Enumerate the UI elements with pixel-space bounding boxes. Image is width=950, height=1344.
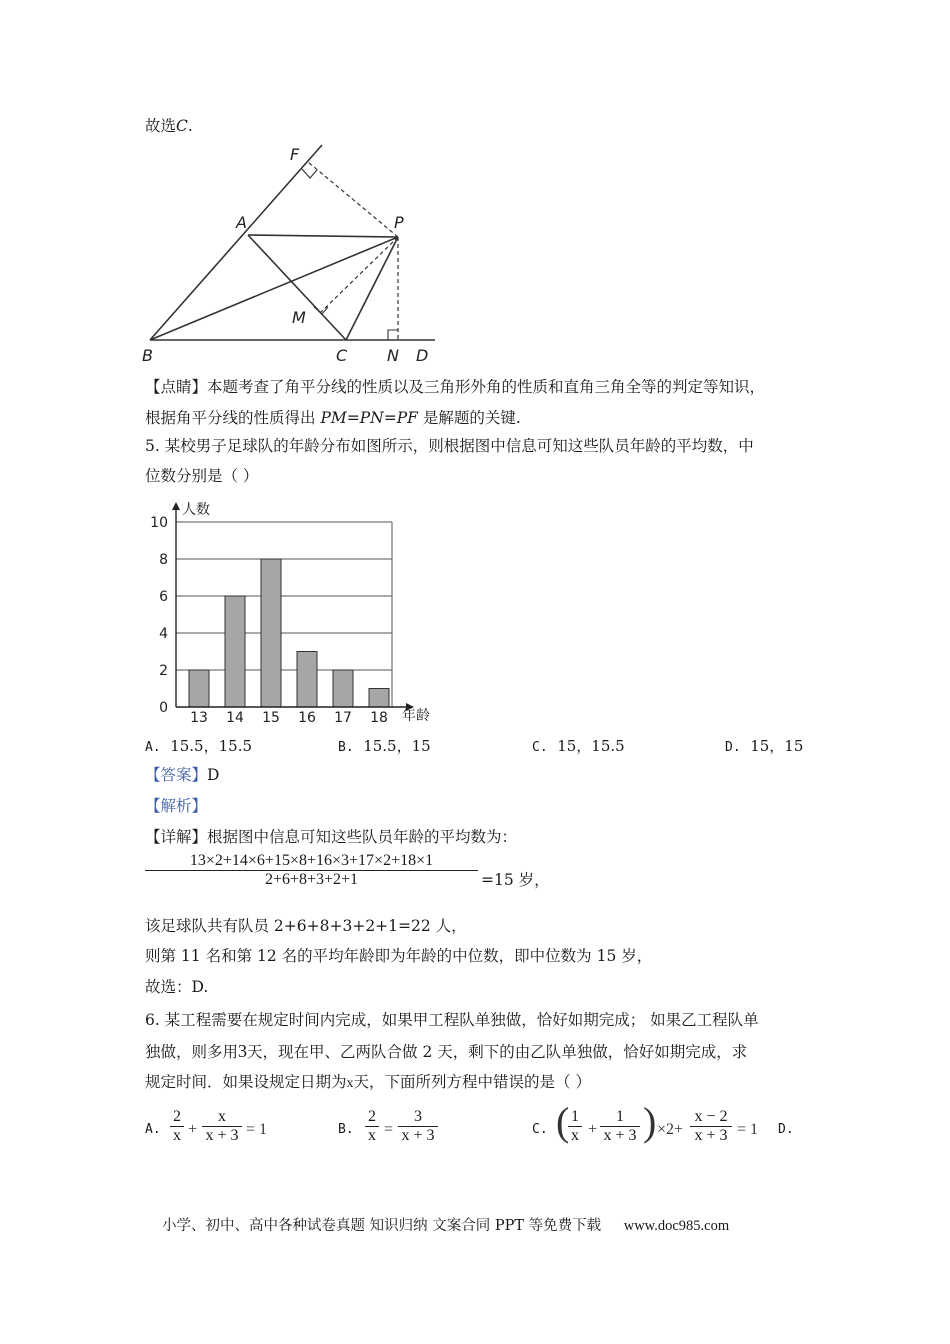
analysis-tag: 【解析】 xyxy=(145,797,208,815)
label-B: B xyxy=(142,346,153,365)
q6c-plus: + xyxy=(588,1121,598,1138)
bar-14 xyxy=(225,596,245,707)
y-tick-label: 10 xyxy=(150,515,168,531)
age-bar-chart xyxy=(140,500,440,725)
bar-17 xyxy=(333,670,353,707)
x-tick-label: 15 xyxy=(262,710,280,725)
q6c-rparen: ) xyxy=(643,1099,657,1144)
q6c-times: ×2+ xyxy=(657,1121,684,1138)
q6-stem-line-3: 规定时间．如果设规定日期为x天，下面所列方程中错误的是（ ） xyxy=(145,1073,591,1091)
q6c-rhs: = 1 xyxy=(737,1121,759,1138)
q6a-plus: + xyxy=(188,1121,198,1138)
q6-option-c-label[interactable]: C. xyxy=(532,1122,548,1137)
conclusion-line: 故选C. xyxy=(145,117,193,135)
x-tick-label: 13 xyxy=(190,710,208,725)
q6-stem-line-1: 6. 某工程需要在规定时间内完成，如果甲工程队单独做，恰好如期完成； 如果乙工程队单 xyxy=(145,1011,759,1029)
total-line: 该足球队共有队员 2+6+8+3+2+1=22 人， xyxy=(145,917,467,935)
bar-18 xyxy=(369,689,389,708)
q6-option-a-label[interactable]: A. xyxy=(145,1122,161,1137)
y-tick-label: 0 xyxy=(159,700,168,716)
q6-stem-line-2: 独做，则多用3天，现在甲、乙两队合做 2 天，剩下的由乙队单独做，恰好如期完成，求 xyxy=(145,1041,748,1061)
y-tick-label: 8 xyxy=(159,552,168,568)
choose-line: 故选：D. xyxy=(145,978,209,996)
q5-option-c[interactable]: C. 15，15.5 xyxy=(532,737,625,755)
q5-stem-line-2: 位数分别是（ ） xyxy=(145,467,259,485)
q6c-frac-2: 1 x + 3 xyxy=(600,1108,640,1145)
label-D: D xyxy=(416,346,429,365)
mean-result: =15 岁， xyxy=(481,871,550,889)
label-F: F xyxy=(290,145,300,164)
chart-ylabel: 人数 xyxy=(182,502,210,518)
answer-line: 【答案】D xyxy=(145,766,220,784)
bar-16 xyxy=(297,652,317,708)
q5-option-b[interactable]: B. 15.5，15 xyxy=(338,737,431,755)
q6a-rhs: = 1 xyxy=(246,1121,268,1138)
label-M: M xyxy=(292,308,306,327)
q6-option-b-label[interactable]: B. xyxy=(338,1122,354,1137)
y-tick-label: 2 xyxy=(159,663,168,679)
y-tick-label: 4 xyxy=(159,626,168,642)
mean-denominator: 2+6+8+3+2+1 xyxy=(264,871,359,888)
q6b-equals: = xyxy=(384,1121,394,1138)
q6c-frac-1: 1 x xyxy=(568,1108,582,1145)
y-tick-label: 6 xyxy=(159,589,168,605)
x-tick-label: 16 xyxy=(298,710,316,725)
x-tick-label: 18 xyxy=(370,710,388,725)
label-C: C xyxy=(336,346,348,365)
mean-formula xyxy=(145,852,478,889)
q5-option-a[interactable]: A. 15.5，15.5 xyxy=(145,737,253,755)
q6b-frac-2: 3 x + 3 xyxy=(398,1108,438,1145)
footer-text: 小学、初中、高中各种试卷真题 知识归纳 文案合同 PPT 等免费下载 xyxy=(162,1218,602,1234)
q6c-frac-3: x − 2 x + 3 xyxy=(690,1108,732,1145)
q6a-frac-2: x x + 3 xyxy=(202,1108,242,1145)
comment-line-2: 根据角平分线的性质得出 PM=PN=PF 是解题的关键. xyxy=(145,409,521,427)
q6-option-d-label[interactable]: D. xyxy=(778,1122,794,1137)
q6b-frac-1: 2 x xyxy=(365,1108,379,1145)
bar-13 xyxy=(189,670,209,707)
footer xyxy=(162,1214,729,1235)
mean-numerator: 13×2+14×6+15×8+16×3+17×2+18×1 xyxy=(189,852,434,869)
footer-url[interactable]: www.doc985.com xyxy=(623,1218,730,1234)
label-A: A xyxy=(236,213,247,232)
x-tick-label: 14 xyxy=(226,710,244,725)
q6a-frac-1: 2 x xyxy=(170,1108,184,1145)
x-tick-label: 17 xyxy=(334,710,352,725)
median-line: 则第 11 名和第 12 名的平均年龄即为年龄的中位数，即中位数为 15 岁， xyxy=(145,947,653,965)
label-P: P xyxy=(394,213,404,232)
label-N: N xyxy=(387,346,399,365)
q6c-lparen: ( xyxy=(556,1099,570,1144)
chart-xlabel: 年龄 xyxy=(402,708,430,724)
bar-15 xyxy=(261,559,281,707)
comment-line-1: 【点睛】本题考查了角平分线的性质以及三角形外角的性质和直角三角全等的判定等知识， xyxy=(145,378,766,396)
q5-stem-line-1: 5. 某校男子足球队的年龄分布如图所示，则根据图中信息可知这些队员年龄的平均数，中 xyxy=(145,437,754,455)
q5-option-d[interactable]: D. 15，15 xyxy=(725,737,804,755)
detail-line: 【详解】根据图中信息可知这些队员年龄的平均数为： xyxy=(145,828,518,846)
geometry-figure xyxy=(140,140,440,370)
